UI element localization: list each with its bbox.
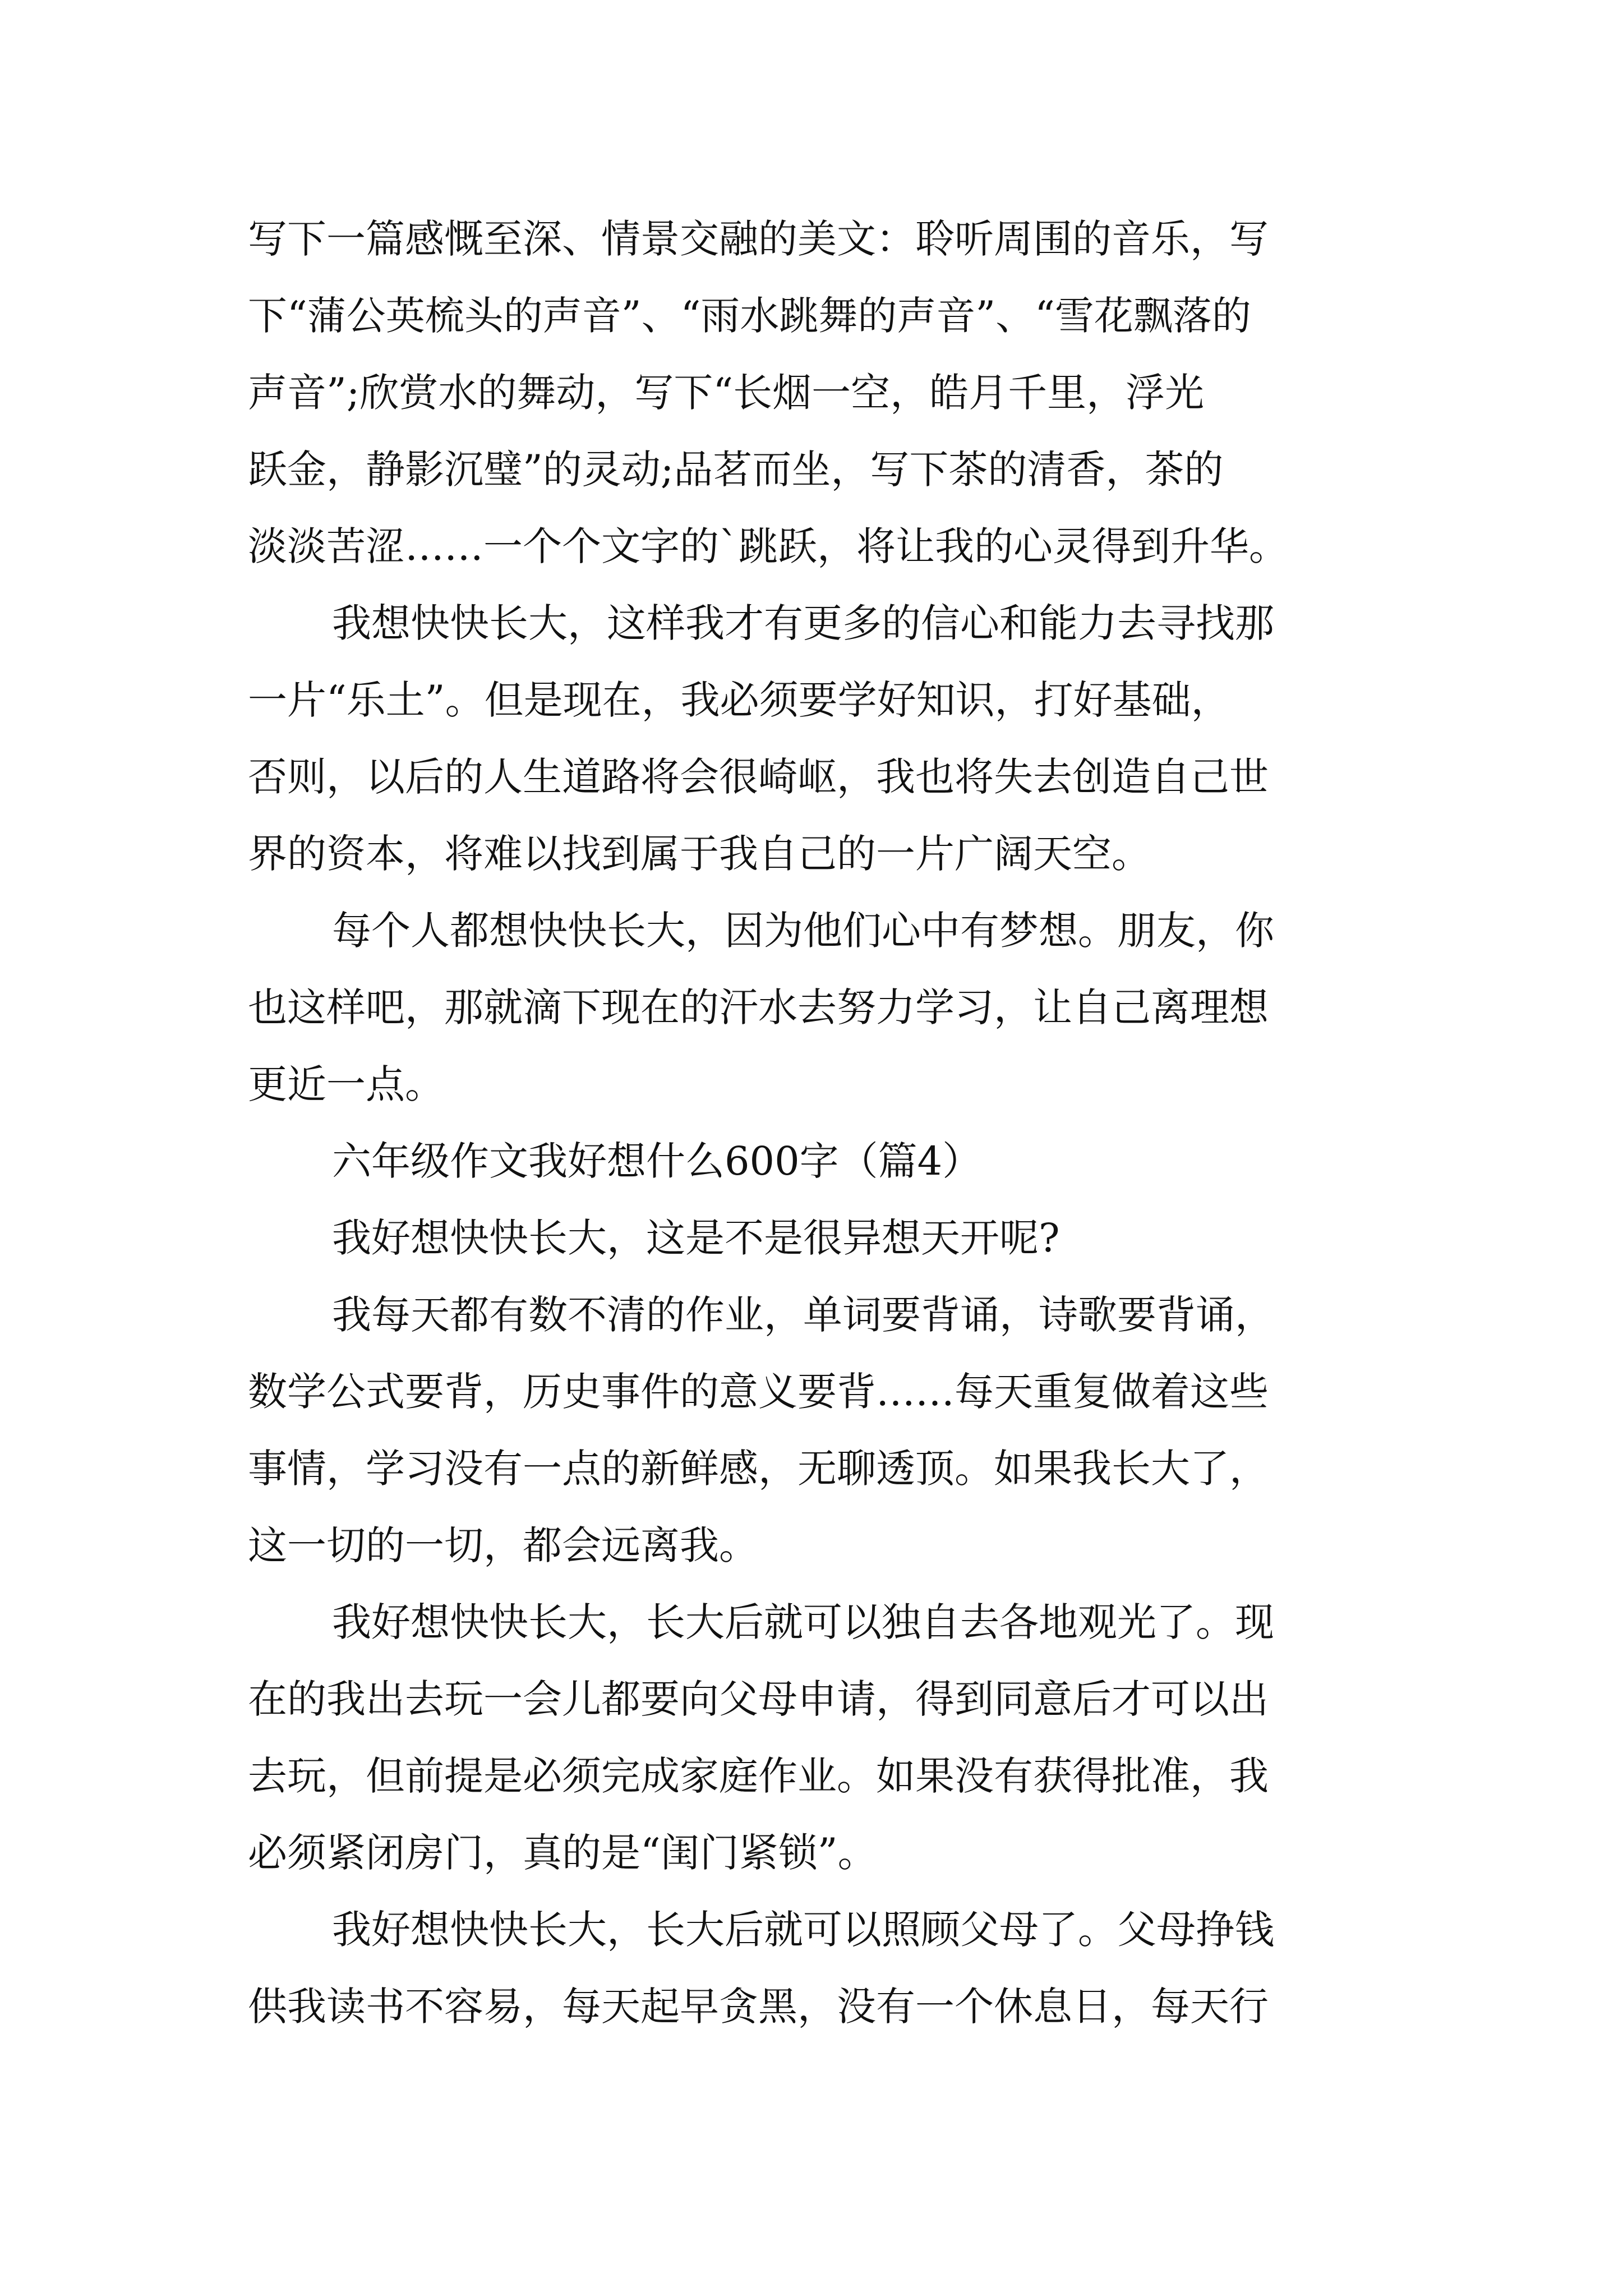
- paragraph-first-line: 我好想快快长大，长大后就可以照顾父母了。父母挣钱: [332, 1907, 1274, 1953]
- text-line: 界的资本，将难以找到属于我自己的一片广阔天空。: [248, 831, 1151, 877]
- paragraph-first-line: 我想快快长大，这样我才有更多的信心和能力去寻找那: [332, 600, 1274, 646]
- text-line: 事情，学习没有一点的新鲜感，无聊透顶。如果我长大了，: [248, 1446, 1269, 1492]
- paragraph-first-line: 我每天都有数不清的作业，单词要背诵，诗歌要背诵，: [332, 1292, 1274, 1338]
- body-text: [248, 201, 1381, 2045]
- text-line: 必须紧闭房门，真的是“闺门紧锁”。: [248, 1830, 877, 1876]
- text-line: 下“蒲公英梳头的声音”、“雨水跳舞的声音”、“雪花飘落的: [248, 293, 1251, 339]
- text-line: 也这样吧，那就滴下现在的汗水去努力学习，让自己离理想: [248, 984, 1269, 1030]
- text-line: 否则，以后的人生道路将会很崎岖，我也将失去创造自己世: [248, 754, 1269, 800]
- text-line: 数学公式要背，历史事件的意义要背……每天重复做着这些: [248, 1369, 1269, 1415]
- text-line: 一片“乐土”。但是现在，我必须要学好知识，打好基础，: [248, 677, 1230, 723]
- text-line: 供我读书不容易，每天起早贪黑，没有一个休息日，每天行: [248, 1984, 1269, 2030]
- paragraph-first-line: 我好想快快长大，这是不是很异想天开呢?: [332, 1215, 1060, 1261]
- text-line: 这一切的一切，都会远离我。: [248, 1522, 758, 1568]
- paragraph-first-line: 我好想快快长大，长大后就可以独自去各地观光了。现: [332, 1599, 1274, 1645]
- text-line: 写下一篇感慨至深、情景交融的美文：聆听周围的音乐，写: [248, 216, 1269, 262]
- paragraph-first-line: 每个人都想快快长大，因为他们心中有梦想。朋友，你: [332, 908, 1274, 954]
- text-line: 声音”;欣赏水的舞动，写下“长烟一空，皓月千里，浮光: [248, 370, 1205, 416]
- text-line: 去玩，但前提是必须完成家庭作业。如果没有获得批准，我: [248, 1753, 1269, 1799]
- text-line: 跃金，静影沉璧”的灵动;品茗而坐，写下茶的清香，茶的: [248, 447, 1224, 493]
- text-line: 在的我出去玩一会儿都要向父母申请，得到同意后才可以出: [248, 1676, 1269, 1722]
- text-line: 淡淡苦涩……一个个文字的`跳跃，将让我的心灵得到升华。: [248, 523, 1288, 569]
- section-heading: 六年级作文我好想什么600字（篇4）: [332, 1138, 982, 1184]
- text-line: 更近一点。: [248, 1061, 444, 1107]
